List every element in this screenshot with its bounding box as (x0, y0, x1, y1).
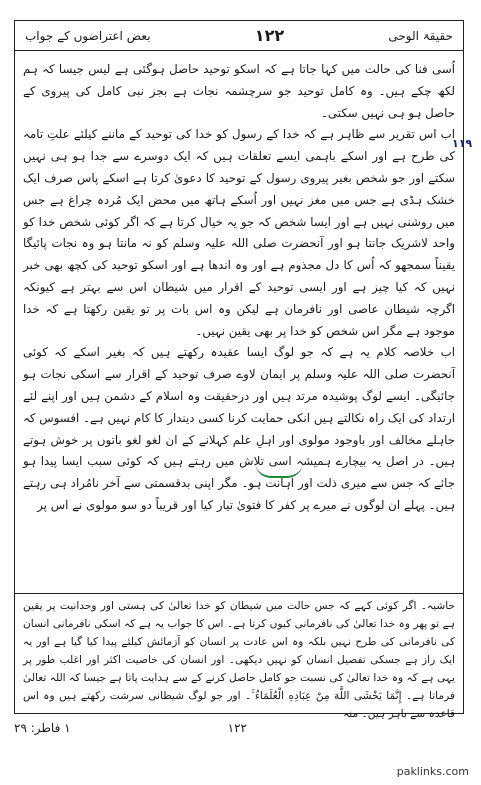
header-chapter-title: بعض اعتراضوں کے جواب (25, 28, 151, 43)
margin-page-reference: ۱۱۹ (452, 137, 473, 150)
footnote: حاشیہ۔ اگر کوئی کہے کہ جس حالت میں شیطان کو خدا تعالیٰ کی ہستی اور وحدانیت پر یقین ہے تو پھر وہ خدا تعالیٰ کی نافرمانی کیوں کرتا ہے۔ اس کا جواب یہ ہے کہ اسکی نافرمانی انسان کی نافرمانی کی طرح نہیں بلکہ وہ اس عادت پر انسان کو آزمائش کیلئے پیدا کیا گیا ہے اور یہ ایک راز ہے جسکی تفصیل انسان کو نہیں دیکھی۔ اور انسان کی خاصیت اکثر اور اغلب طور پر یہی ہے کہ وہ خدا تعالیٰ کی نسبت جو کامل حاصل کرنے کے سے ہدایت پاتا ہے جیسا کہ اللہ تعالیٰ فرماتا ہے۔ إِنَّمَا يَخْشَى اللَّهَ مِنْ عِبَادِهِ الْعُلَمَاءُ ۚ۔ اور جو لوگ شیطانی سرشت رکھتے ہیں وہ اس قاعدہ سے باہر ہیں۔ منہ (23, 600, 455, 720)
paragraph: اُسی فنا کی حالت میں کہا جاتا ہے کہ اسکو توحید حاصل ہوگئی ہے لیس جیسا کہ ہم لکھ چکے ہیں۔ وہ کامل توحید جو سرچشمہ نجات ہے بجز نبی کامل کی پیروی کے حاصل ہو ہی نہیں سکتی۔ (23, 62, 455, 120)
footer-page-number: ۱۲۲ (227, 721, 247, 735)
running-header (15, 21, 463, 51)
footnote-divider (15, 593, 463, 594)
main-text (23, 59, 455, 587)
watermark: paklinks.com (396, 765, 469, 778)
page-frame (14, 20, 464, 720)
paragraph: اب خلاصہ کلام یہ ہے کہ جو لوگ ایسا عقیدہ رکھتے ہیں کہ بغیر اسکے کہ کوئی آنحضرت صلی اللہ علیہ وسلم پر ایمان لاوے صرف توحید کے اقرار سے اسکی نجات ہو جائیگی۔ ایسے لوگ پوشیدہ مرتد ہیں اور درحقیقت وہ اسلام کے دشمن ہیں اور اپنے لئے ارتداد کی ایک راہ نکالتے ہیں انکی حمایت کرنا کسی دیندار کا کام نہیں ہے۔ افسوس کہ جاہلے مخالف اور باوجود مولوی اور اہلِ علم کہلانے کے ان لغو لغو باتوں پر خوش ہوتے ہیں۔ در اصل یہ بیچارے ہمیشہ اسی تلاش میں رہتے ہیں کہ کوئی سبب ایسا پیدا ہو جائے کہ جس سے میری ذلت اور اہانت ہو۔ مگر اپنی بدقسمتی سے آخر نامُراد ہی رہتے ہیں۔ پہلے ان لوگوں نے میرے پر کفر کا فتویٰ تیار کیا اور قریباً دو سو مولوی نے اس پر (23, 345, 455, 512)
page-footer (14, 718, 464, 738)
header-page-number: ۱۲۲ (254, 26, 285, 45)
paragraph: اب اس تقریر سے ظاہر ہے کہ خدا کے رسول کو خدا کی توحید کے ماننے کیلئے علتِ تامہ کی طرح ہے اور اسکے باہمی ایسے تعلقات ہیں کہ ایک دوسرے سے جدا ہو ہی نہیں سکتے اور جو شخص بغیر پیروی رسول کے توحید کا دعویٰ کرتا ہے اسکے پاس صرف ایک خشک ہڈی ہے جس میں مغز نہیں اور اُسکے ہاتھ میں محض ایک مُردہ چراغ ہے جس میں روشنی نہیں ہے اور ایسا شخص کہ جو یہ خیال کرتا ہے کہ اگر کوئی شخص خدا کو واحد لاشریک جانتا ہو اور آنحضرت صلی اللہ علیہ وسلم کو نہ مانتا ہو وہ نجات پائیگا یقیناً سمجھو کہ اُس کا دل مجذوم ہے اور وہ اندھا ہے اور اسکو توحید کی کچھ بھی خبر نہیں کہ کیا چیز ہے اور ایسی توحید کے اقرار میں شیطان اس سے بہتر ہے کیونکہ اگرچہ شیطان عاصی اور نافرمان ہے لیکن وہ اس بات پر تو یقین رکھتا ہے کہ خدا موجود ہے مگر اس شخص کو خدا پر بھی یقین نہیں۔ (23, 127, 455, 338)
header-book-title: حقیقۃ الوحی (388, 28, 453, 43)
quran-reference: ۱ فاطر: ۲۹ (14, 721, 71, 735)
